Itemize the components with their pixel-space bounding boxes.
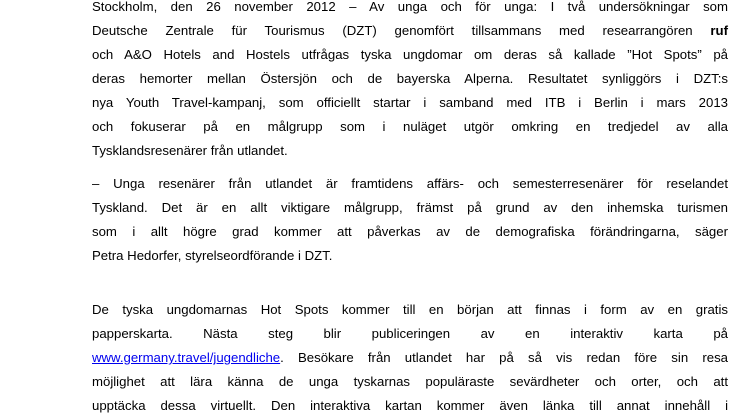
text-line: Tysklandsresenärer från utlandet. xyxy=(92,143,288,158)
text-line: Petra Hedorfer, styrelseordförande i DZT. xyxy=(92,248,333,263)
text-line: och fokuserar på en målgrupp som i nuläget utgör omkring en tredjedel av alla xyxy=(92,119,728,134)
text-line: och A&O Hotels and Hostels utfrågas tyska ungdomar om deras så kallade ”Hot Spots” på xyxy=(92,47,728,62)
paragraph-hot-spots xyxy=(92,298,728,418)
text-line: som i allt högre grad kommer att påverkas av de demografiska förändringarna, säger xyxy=(92,224,728,239)
text-line-part: Deutsche Zentrale für Tourismus (DZT) genomfört tillsammans med researrangören xyxy=(92,23,693,38)
text-line: möjlighet att lära känna de unga tyskarnas populäraste sevärdheter och orter, och att xyxy=(92,374,728,389)
text-line: nya Youth Travel-kampanj, som officiellt startar i samband med ITB i Berlin i mars 2013 xyxy=(92,95,728,110)
germany-travel-link[interactable]: www.germany.travel/jugendliche xyxy=(92,350,281,365)
text-line xyxy=(92,19,728,43)
text-line: Tyskland. Det är en allt viktigare målgrupp, främst på grund av den inhemska turismen xyxy=(92,200,728,215)
brand-ruf: ruf xyxy=(710,23,728,38)
paragraph-intro xyxy=(92,0,728,163)
paragraph-quote xyxy=(92,172,728,268)
text-line: Stockholm, den 26 november 2012 – Av unga och för unga: I två undersökningar som xyxy=(92,0,728,14)
text-line: – Unga resenärer från utlandet är framtidens affärs- och semesterresenärer för reselandet xyxy=(92,176,728,191)
text-line: De tyska ungdomarnas Hot Spots kommer till en början att finnas i form av en gratis xyxy=(92,302,728,317)
text-line: papperskarta. Nästa steg blir publiceringen av en interaktiv karta på xyxy=(92,326,728,341)
text-line: deras hemorter mellan Östersjön och de bayerska Alperna. Resultatet synliggörs i DZT:s xyxy=(92,71,728,86)
text-line: upptäcka dessa virtuellt. Den interaktiva kartan kommer även länka till annat innehåll i xyxy=(92,398,728,413)
text-line-part: . Besökare från utlandet har på så vis redan före sin resa xyxy=(280,350,728,365)
text-line xyxy=(92,346,728,370)
